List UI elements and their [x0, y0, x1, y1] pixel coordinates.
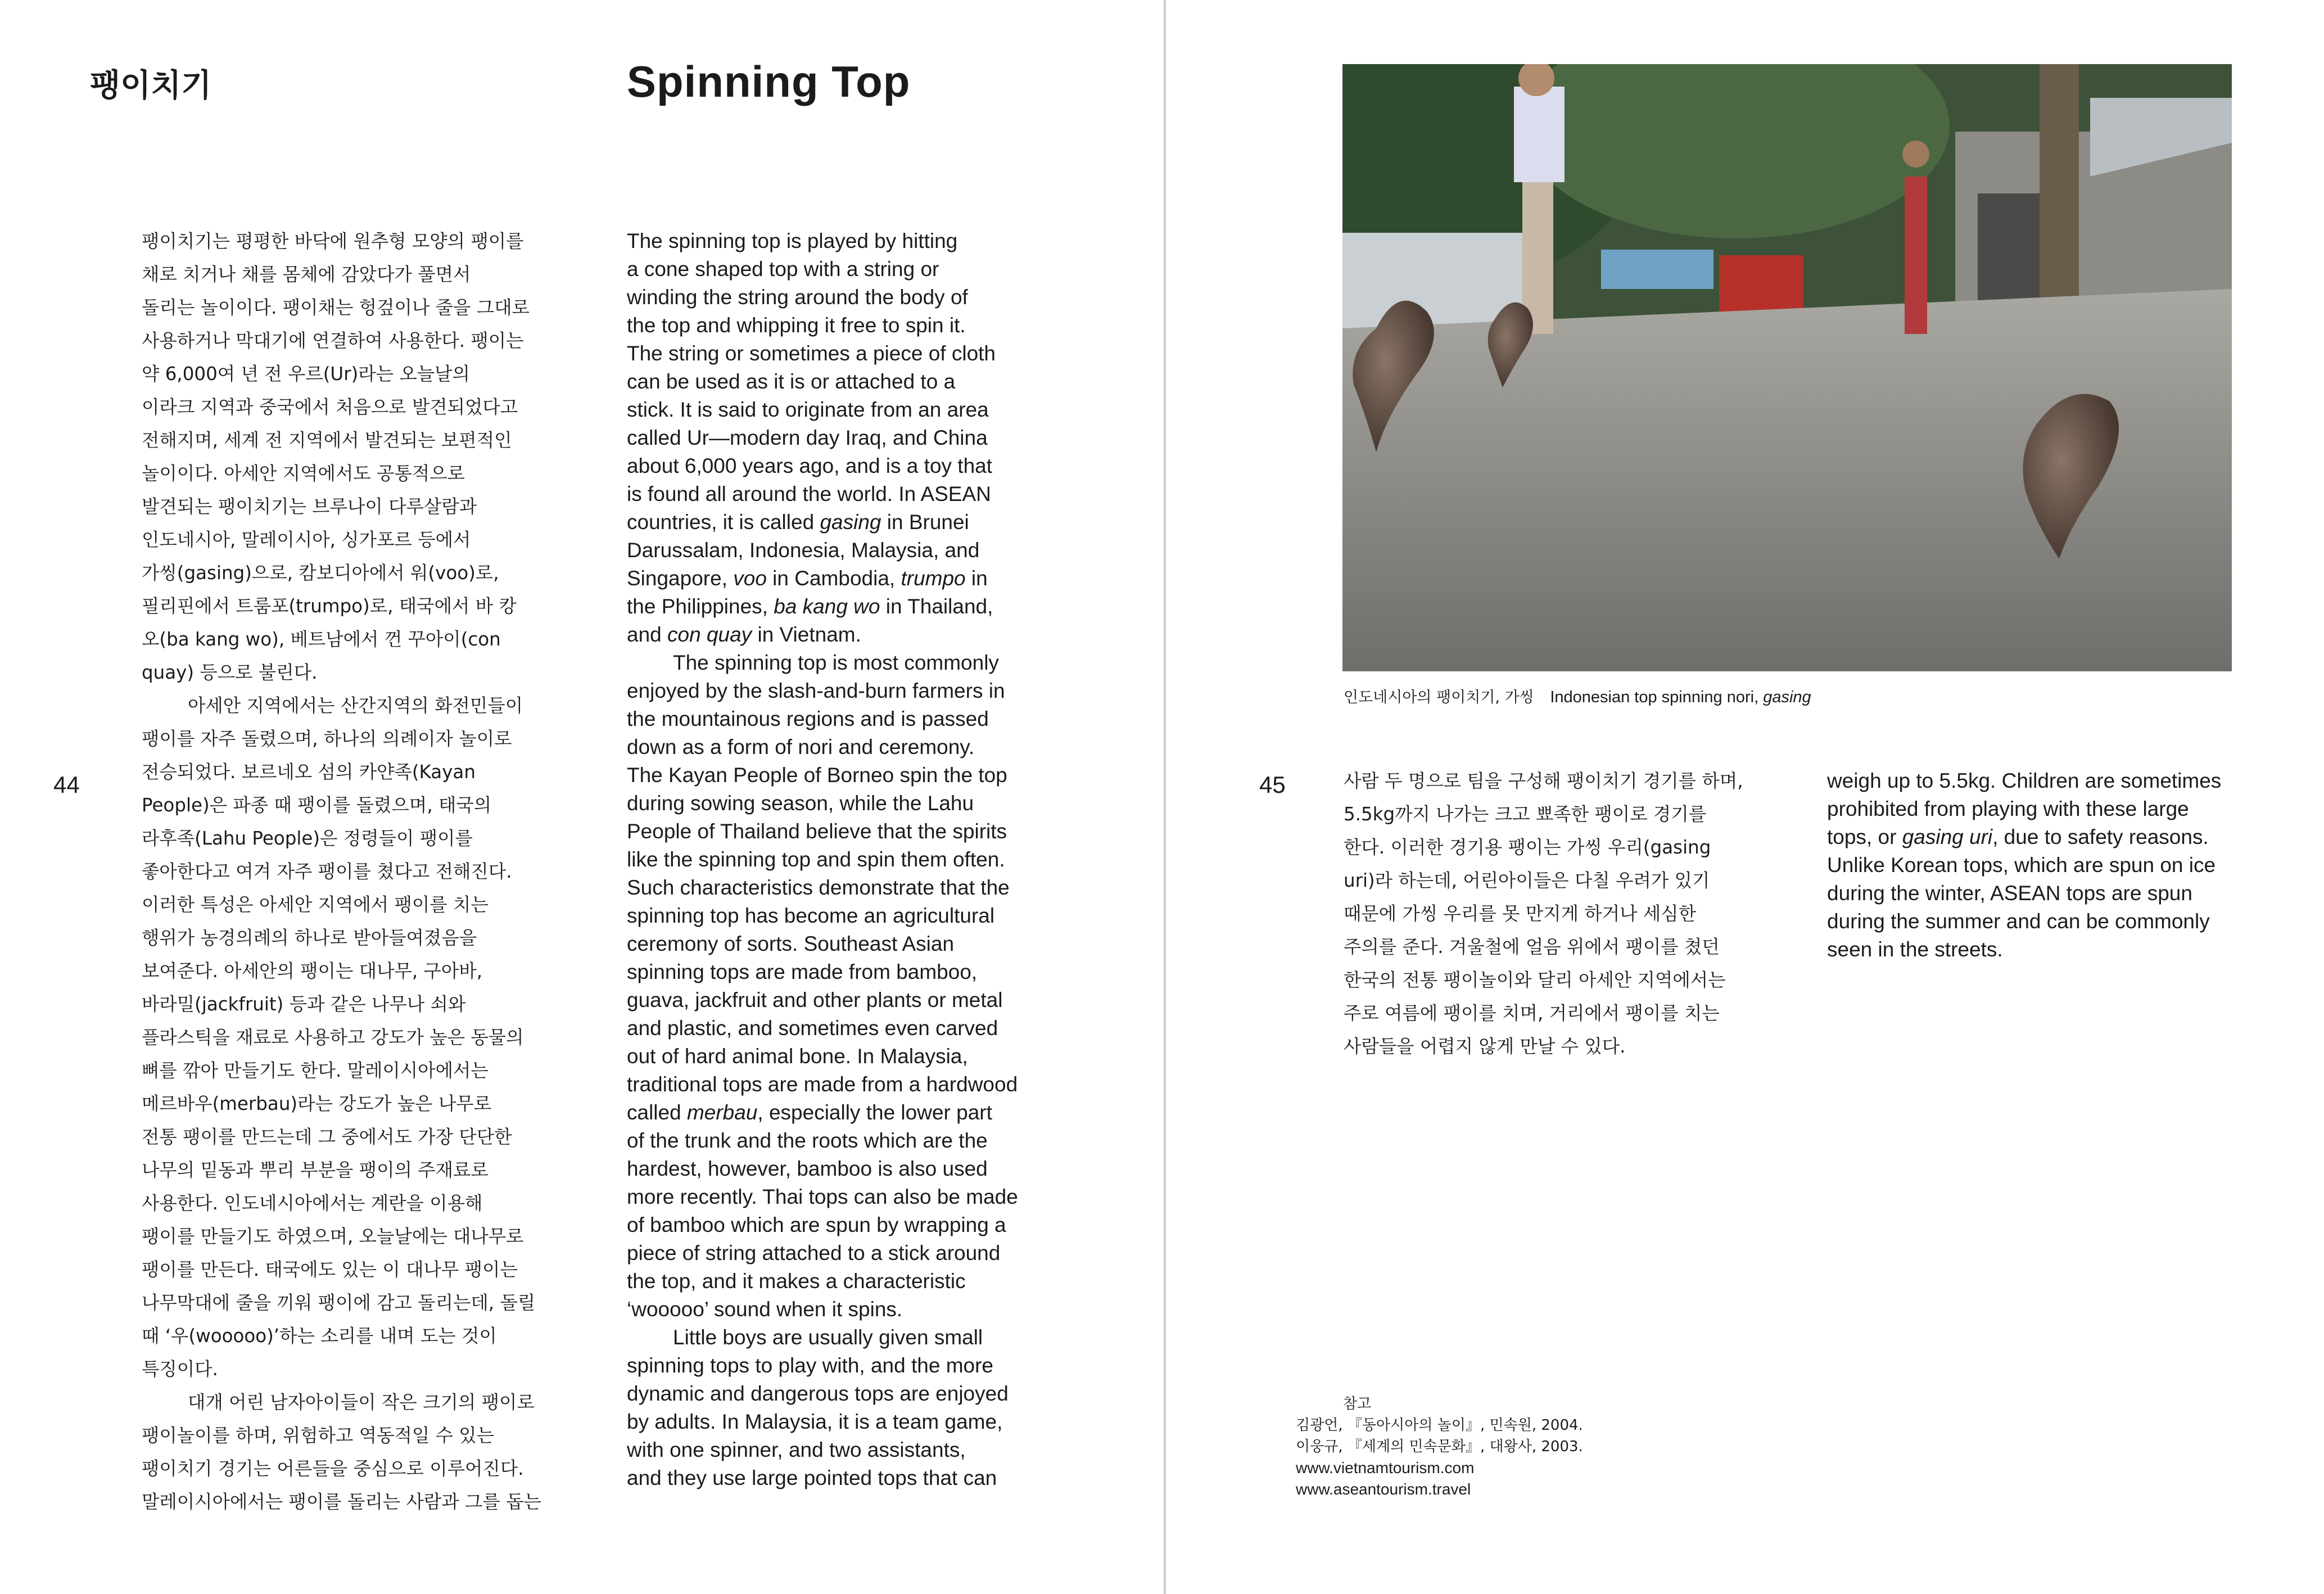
- text-line: People of Thailand believe that the spirits: [627, 820, 1007, 843]
- reference-item[interactable]: www.aseantourism.travel: [1296, 1480, 1471, 1498]
- text-line: 나무막대에 줄을 끼워 팽이에 감고 돌리는데, 돌릴: [142, 1292, 536, 1313]
- text-line: the Philippines, ba kang wo in Thailand,: [627, 595, 993, 618]
- text-line: 행위가 농경의례의 하나로 받아들여졌음을: [142, 927, 477, 949]
- text-line: 주의를 준다. 겨울철에 얼음 위에서 팽이를 쳤던: [1344, 936, 1720, 958]
- text-line: 팽이를 만든다. 태국에도 있는 이 대나무 팽이는: [142, 1259, 518, 1280]
- text-line: hardest, however, bamboo is also used: [627, 1157, 988, 1180]
- text-line: prohibited from playing with these large: [1827, 797, 2189, 820]
- text-line: guava, jackfruit and other plants or metal: [627, 988, 1003, 1012]
- text-line: 사용하거나 막대기에 연결하여 사용한다. 팽이는: [142, 330, 524, 351]
- text-line: Unlike Korean tops, which are spun on ice: [1827, 854, 2216, 877]
- text-line: 약 6,000여 년 전 우르(Ur)라는 오늘날의: [142, 363, 470, 385]
- text-line: 대개 어린 남자아이들이 작은 크기의 팽이로: [188, 1392, 535, 1413]
- text-line: and plastic, and sometimes even carved: [627, 1017, 998, 1040]
- text-line: enjoyed by the slash-and-burn farmers in: [627, 679, 1005, 702]
- page-number-left: 44: [53, 771, 80, 798]
- text-line: stick. It is said to originate from an area: [627, 398, 989, 421]
- text-line: 한다. 이러한 경기용 팽이는 가씽 우리(gasing: [1344, 837, 1711, 858]
- text-line: can be used as it is or attached to a: [627, 370, 956, 393]
- text-line: 오(ba kang wo), 베트남에서 껀 꾸아이(con: [142, 629, 501, 650]
- title-english: Spinning Top: [627, 57, 911, 106]
- photo-spinning-tops: [1342, 64, 2232, 671]
- references-heading: 참고: [1343, 1396, 1372, 1412]
- text-line: 메르바우(merbau)라는 강도가 높은 나무로: [142, 1093, 492, 1114]
- text-line: 전승되었다. 보르네오 섬의 카얀족(Kayan: [142, 761, 476, 783]
- text-line: 팽이를 자주 돌렸으며, 하나의 의례이자 놀이로: [142, 728, 512, 749]
- text-line: ceremony of sorts. Southeast Asian: [627, 932, 955, 955]
- text-line: 채로 치거나 채를 몸체에 감았다가 풀면서: [142, 264, 471, 285]
- text-line: 좋아한다고 여겨 자주 팽이를 쳤다고 전해진다.: [142, 861, 512, 882]
- text-line: 발견되는 팽이치기는 브루나이 다루살람과: [142, 496, 477, 517]
- text-line: weigh up to 5.5kg. Children are sometimes: [1827, 769, 2222, 792]
- text-line: 주로 여름에 팽이를 치며, 거리에서 팽이를 치는: [1344, 1003, 1720, 1024]
- text-line: dynamic and dangerous tops are enjoyed: [627, 1382, 1009, 1405]
- text-line: ‘wooooo’ sound when it spins.: [627, 1298, 903, 1321]
- text-line: Singapore, voo in Cambodia, trumpo in: [627, 567, 988, 590]
- text-line: of the trunk and the roots which are the: [627, 1129, 988, 1152]
- text-line: seen in the streets.: [1827, 938, 2003, 961]
- text-line: 사람들을 어렵지 않게 만날 수 있다.: [1344, 1036, 1626, 1057]
- text-line: 팽이치기 경기는 어른들을 중심으로 이루어진다.: [142, 1458, 524, 1479]
- text-line: called merbau, especially the lower part: [627, 1101, 992, 1124]
- text-line: 팽이를 만들기도 하였으며, 오늘날에는 대나무로: [142, 1226, 524, 1247]
- text-line: by adults. In Malaysia, it is a team game,: [627, 1410, 1003, 1433]
- text-line: more recently. Thai tops can also be made: [627, 1185, 1018, 1208]
- korean-body-text-continued: [1344, 765, 1771, 1063]
- caption-korean: 인도네시아의 팽이치기, 가씽: [1344, 689, 1534, 706]
- text-line: 이라크 지역과 중국에서 처음으로 발견되었다고: [142, 396, 518, 418]
- text-line: 뼈를 깎아 만들기도 한다. 말레이시아에서는: [142, 1060, 489, 1081]
- text-line: the top, and it makes a characteristic: [627, 1270, 966, 1293]
- text-line: 팽이놀이를 하며, 위험하고 역동적일 수 있는: [142, 1425, 495, 1446]
- text-line: with one spinner, and two assistants,: [627, 1438, 966, 1461]
- text-line: the mountainous regions and is passed: [627, 707, 989, 730]
- text-line: the top and whipping it free to spin it.: [627, 314, 966, 337]
- reference-item: 이웅규, 『세계의 민속문화』, 대왕사, 2003.: [1296, 1438, 1583, 1455]
- text-line: 말레이시아에서는 팽이를 돌리는 사람과 그를 돕는: [142, 1491, 541, 1512]
- text-line: a cone shaped top with a string or: [627, 258, 939, 281]
- korean-body-text: [142, 225, 558, 1519]
- title-korean: 팽이치기: [90, 67, 212, 104]
- text-line: spinning tops to play with, and the more: [627, 1354, 993, 1377]
- text-line: countries, it is called gasing in Brunei: [627, 511, 969, 534]
- text-line: Darussalam, Indonesia, Malaysia, and: [627, 539, 980, 562]
- text-line: 때문에 가씽 우리를 못 만지게 하거나 세심한: [1344, 903, 1697, 924]
- text-line: during the winter, ASEAN tops are spun: [1827, 882, 2192, 905]
- reference-item: 김광언, 『동아시아의 놀이』, 민속원, 2004.: [1296, 1417, 1583, 1434]
- text-line: during sowing season, while the Lahu: [627, 792, 974, 815]
- text-line: The spinning top is most commonly: [673, 651, 999, 674]
- text-line: People)은 파종 때 팽이를 돌렸으며, 태국의: [142, 794, 492, 816]
- text-line: The spinning top is played by hitting: [627, 229, 958, 252]
- text-line: 사용한다. 인도네시아에서는 계란을 이용해: [142, 1193, 483, 1214]
- text-line: 놀이이다. 아세안 지역에서도 공통적으로: [142, 463, 465, 484]
- text-line: during the summer and can be commonly: [1827, 910, 2210, 933]
- text-line: called Ur—modern day Iraq, and China: [627, 426, 988, 449]
- text-line: 이러한 특성은 아세안 지역에서 팽이를 치는: [142, 894, 489, 915]
- text-line: 팽이치기는 평평한 바닥에 원추형 모양의 팽이를: [142, 231, 524, 252]
- text-line: The string or sometimes a piece of cloth: [627, 342, 996, 365]
- text-line: is found all around the world. In ASEAN: [627, 482, 991, 505]
- text-line: spinning tops are made from bamboo,: [627, 960, 978, 983]
- text-line: uri)라 하는데, 어린아이들은 다칠 우려가 있기: [1344, 870, 1710, 891]
- text-line: tops, or gasing uri, due to safety reasons.: [1827, 825, 2209, 848]
- text-line: 한국의 전통 팽이놀이와 달리 아세안 지역에서는: [1344, 969, 1726, 991]
- text-line: traditional tops are made from a hardwood: [627, 1073, 1018, 1096]
- text-line: 전통 팽이를 만드는데 그 중에서도 가장 단단한: [142, 1126, 512, 1148]
- text-line: Little boys are usually given small: [673, 1326, 983, 1349]
- english-body-text-continued: [1827, 767, 2254, 964]
- text-line: Such characteristics demonstrate that the: [627, 876, 1010, 899]
- text-line: and they use large pointed tops that can: [627, 1466, 997, 1489]
- text-line: about 6,000 years ago, and is a toy that: [627, 454, 993, 477]
- text-line: piece of string attached to a stick around: [627, 1241, 1001, 1265]
- text-line: 나무의 밑동과 뿌리 부분을 팽이의 주재료로: [142, 1159, 489, 1181]
- text-line: 돌리는 놀이이다. 팽이채는 헝겊이나 줄을 그대로: [142, 297, 530, 318]
- photo-caption: [1344, 685, 1811, 707]
- text-line: 필리핀에서 트룸포(trumpo)로, 태국에서 바 캉: [142, 595, 517, 617]
- text-line: down as a form of nori and ceremony.: [627, 735, 975, 758]
- text-line: of bamboo which are spun by wrapping a: [627, 1213, 1006, 1236]
- text-line: 사람 두 명으로 팀을 구성해 팽이치기 경기를 하며,: [1344, 770, 1743, 792]
- references: [1296, 1393, 1583, 1500]
- text-line: 플라스틱을 재료로 사용하고 강도가 높은 동물의: [142, 1027, 524, 1048]
- page-gutter: [1164, 0, 1166, 1594]
- references-list: [1296, 1415, 1583, 1500]
- caption-english: Indonesian top spinning nori, gasing: [1550, 688, 1811, 706]
- text-line: 때 ‘우(wooooo)’하는 소리를 내며 도는 것이: [142, 1325, 497, 1347]
- text-line: The Kayan People of Borneo spin the top: [627, 764, 1007, 787]
- text-line: winding the string around the body of: [627, 286, 968, 309]
- english-body-text: [627, 227, 1054, 1492]
- text-line: quay) 등으로 불린다.: [142, 662, 318, 683]
- text-line: out of hard animal bone. In Malaysia,: [627, 1045, 968, 1068]
- text-line: 5.5kg까지 나가는 크고 뾰족한 팽이로 경기를: [1344, 803, 1707, 825]
- text-line: like the spinning top and spin them often.: [627, 848, 1005, 871]
- text-line: 보여준다. 아세안의 팽이는 대나무, 구아바,: [142, 960, 483, 982]
- text-line: and con quay in Vietnam.: [627, 623, 861, 646]
- text-line: 가씽(gasing)으로, 캄보디아에서 워(voo)로,: [142, 562, 499, 584]
- reference-item[interactable]: www.vietnamtourism.com: [1296, 1459, 1475, 1476]
- text-line: 바라밀(jackfruit) 등과 같은 나무나 쇠와: [142, 994, 466, 1015]
- text-line: 아세안 지역에서는 산간지역의 화전민들이: [188, 695, 523, 716]
- text-line: 전해지며, 세계 전 지역에서 발견되는 보편적인: [142, 430, 512, 451]
- page-number-right: 45: [1259, 771, 1286, 798]
- text-line: 라후족(Lahu People)은 정령들이 팽이를: [142, 828, 473, 849]
- text-line: 특징이다.: [142, 1358, 218, 1380]
- text-line: 인도네시아, 말레이시아, 싱가포르 등에서: [142, 529, 471, 550]
- text-line: spinning top has become an agricultural: [627, 904, 995, 927]
